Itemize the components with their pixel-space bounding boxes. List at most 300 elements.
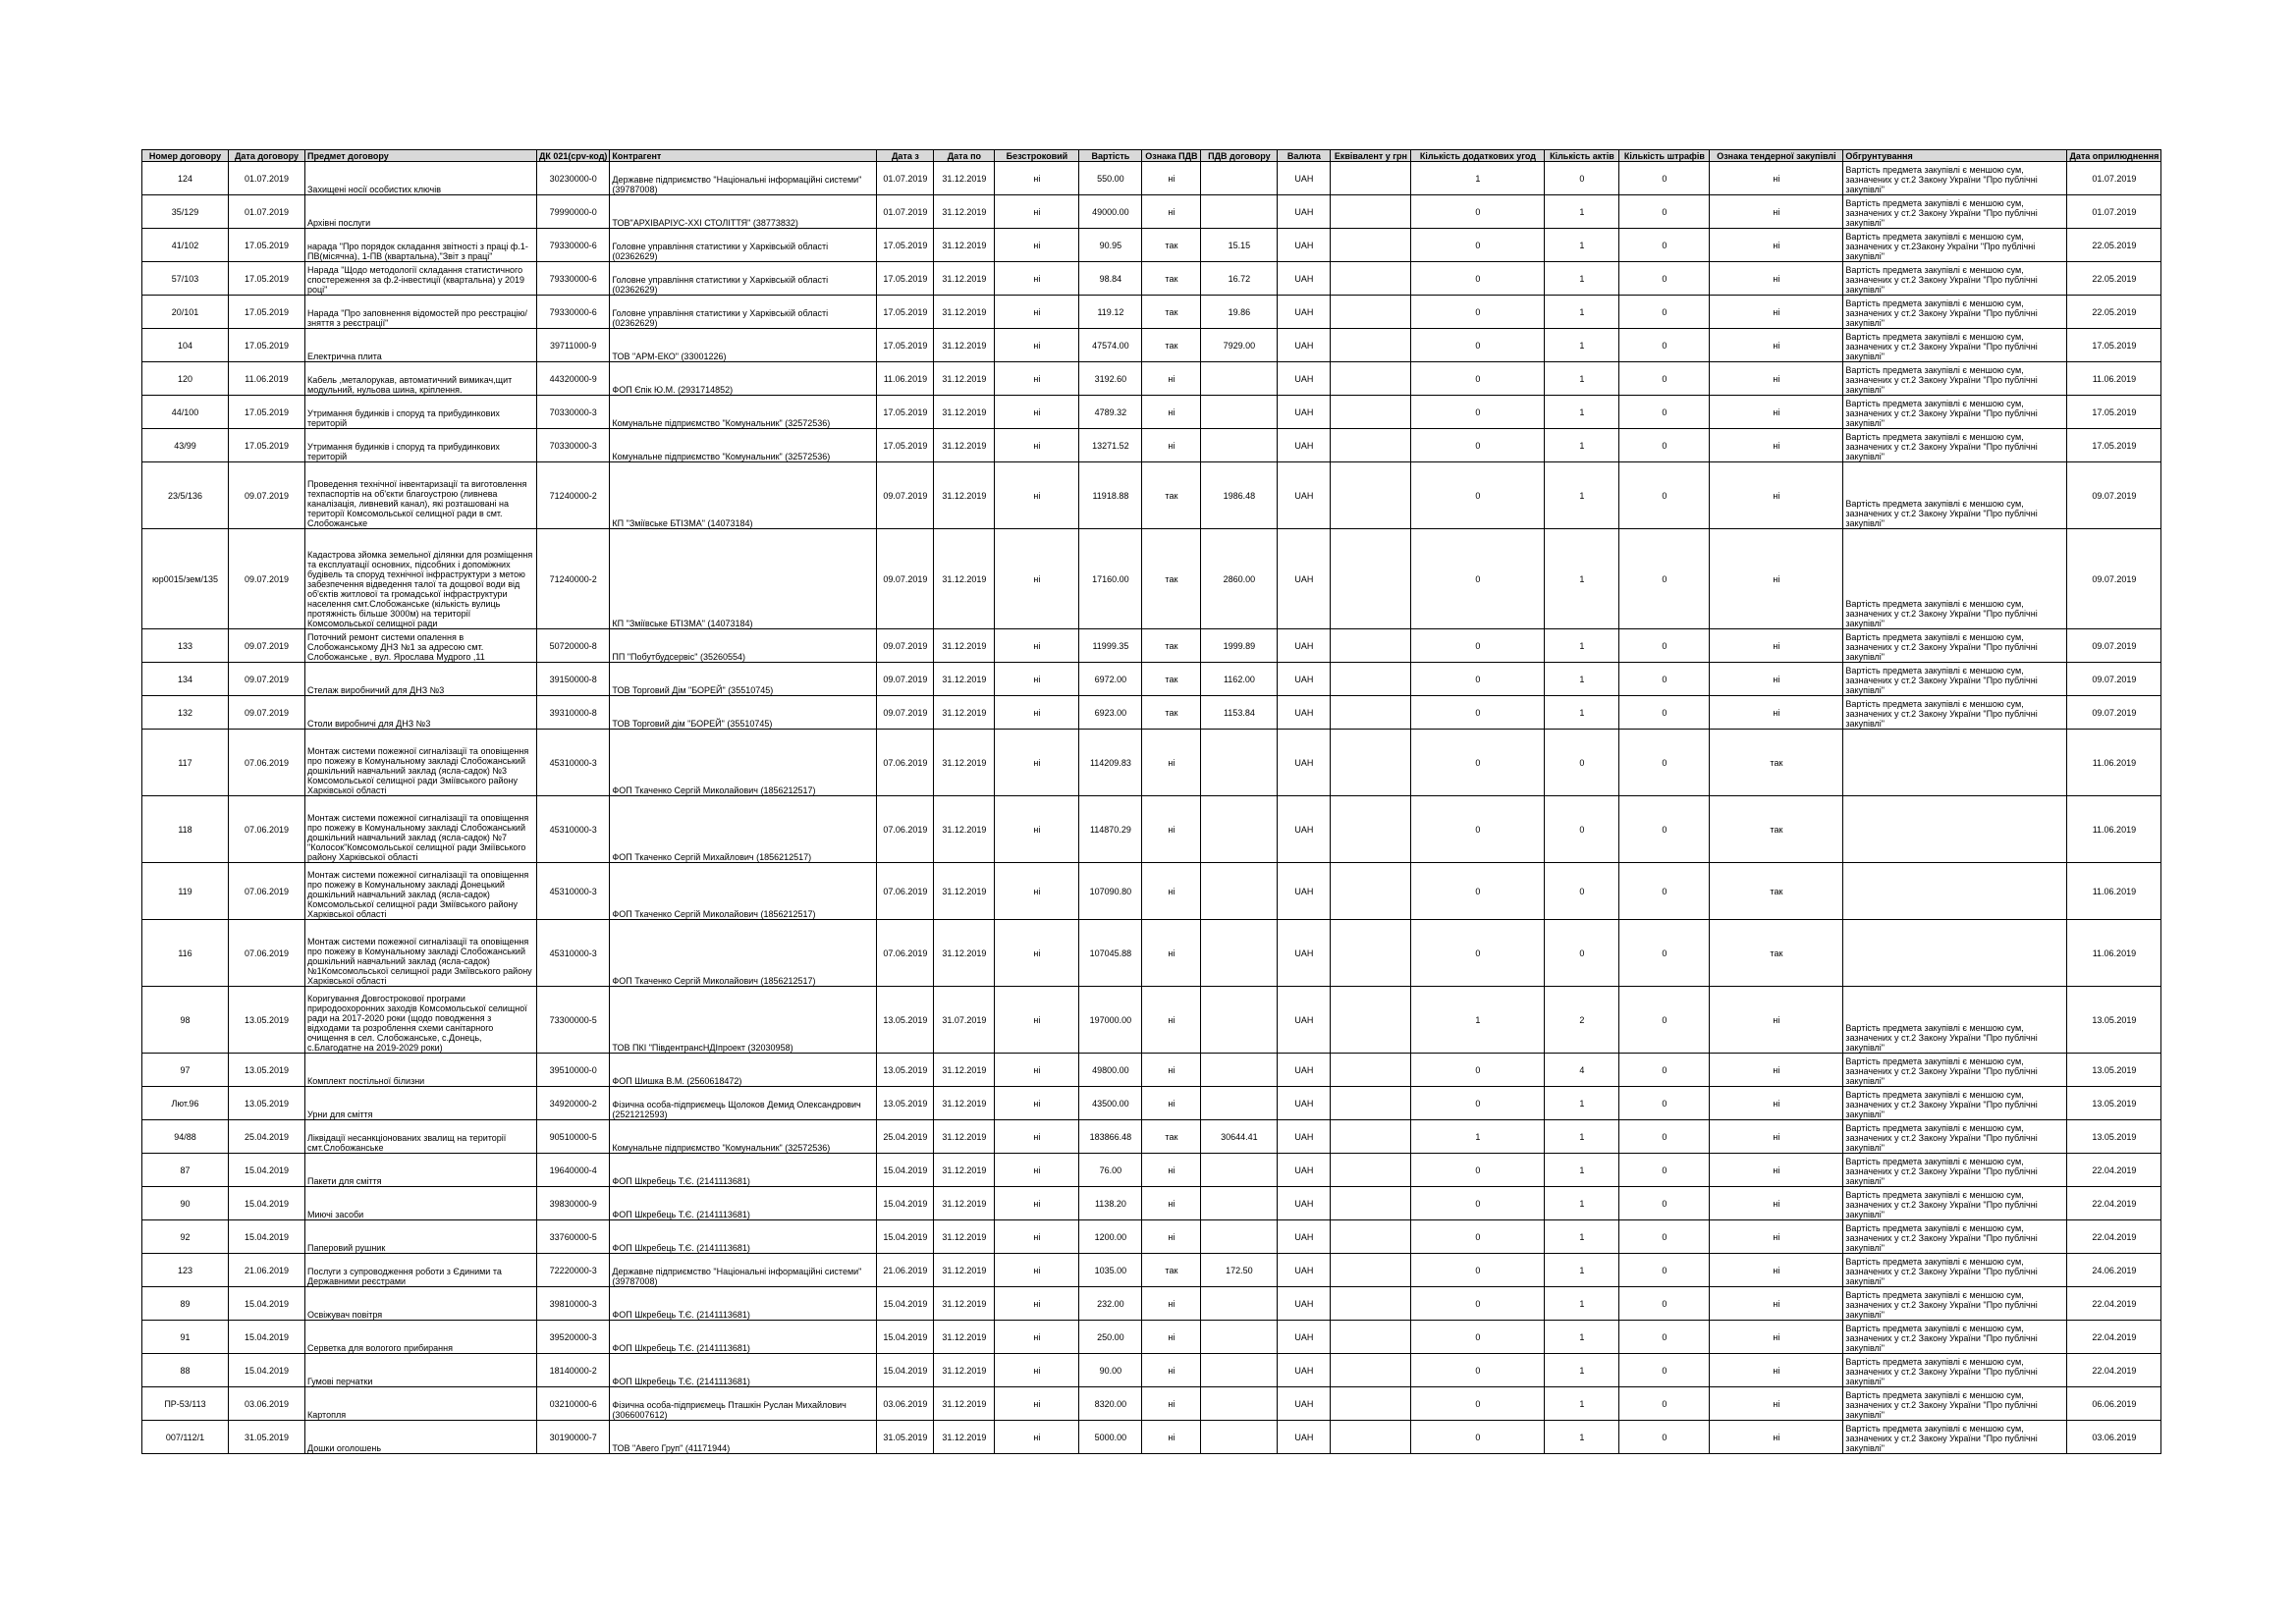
cell-dk021-code: 34920000-2 xyxy=(537,1087,610,1120)
cell-vat-amount: 7929.00 xyxy=(1201,329,1278,362)
cell-vat-flag: ні xyxy=(1142,863,1201,920)
cell-contract-subject: Послуги з супроводження роботи з Єдиними та Державними реєстрами xyxy=(305,1254,537,1287)
cell-currency: UAH xyxy=(1278,987,1331,1054)
cell-tender-flag: ні xyxy=(1710,1254,1843,1287)
cell-justification: Вартість предмета закупівлі є меншою сум, зазначених у ст.2 Закону України "Про публічні закупівлі" xyxy=(1843,1120,2067,1154)
cell-dk021-code: 45310000-3 xyxy=(537,920,610,987)
cell-date-to: 31.12.2019 xyxy=(934,229,995,262)
cell-indefinite: ні xyxy=(995,195,1079,229)
cell-vat-amount xyxy=(1201,1154,1278,1187)
cell-tender-flag: так xyxy=(1710,920,1843,987)
cell-contract-number: 97 xyxy=(142,1054,229,1087)
cell-contract-date: 07.06.2019 xyxy=(229,730,305,796)
cell-date-to: 31.12.2019 xyxy=(934,1087,995,1120)
cell-tender-flag: ні xyxy=(1710,1154,1843,1187)
cell-counterparty: Фізична особа-підприємець Щолоков Демид Олександрович (2521212593) xyxy=(610,1087,877,1120)
cell-justification: Вартість предмета закупівлі є меншою сум, зазначених у ст.2 Закону України "Про публічні закупівлі" xyxy=(1843,1287,2067,1321)
cell-date-to: 31.12.2019 xyxy=(934,396,995,429)
cell-fines-count: 0 xyxy=(1619,362,1710,396)
cell-acts-count: 1 xyxy=(1545,1321,1619,1354)
table-row xyxy=(142,1421,2161,1454)
cell-justification: Вартість предмета закупівлі є меншою сум, зазначених у ст.2 Закону України "Про публічні закупівлі" xyxy=(1843,462,2067,529)
cell-additional-agreements: 0 xyxy=(1411,262,1545,296)
cell-indefinite: ні xyxy=(995,730,1079,796)
cell-contract-date: 15.04.2019 xyxy=(229,1154,305,1187)
cell-justification: Вартість предмета закупівлі є меншою сум, зазначених у ст.2 Закону України "Про публічні закупівлі" xyxy=(1843,1087,2067,1120)
cell-uah-equivalent xyxy=(1331,1120,1411,1154)
cell-counterparty: Комунальне підприємство "Комунальник" (32572536) xyxy=(610,429,877,462)
cell-justification: Вартість предмета закупівлі є меншою сум, зазначених у ст.2 Закону України "Про публічні закупівлі" xyxy=(1843,1321,2067,1354)
cell-vat-flag: ні xyxy=(1142,429,1201,462)
table-row xyxy=(142,529,2161,629)
cell-date-to: 31.12.2019 xyxy=(934,1354,995,1387)
cell-dk021-code: 50720000-8 xyxy=(537,629,610,663)
cell-dk021-code: 30230000-0 xyxy=(537,162,610,195)
cell-currency: UAH xyxy=(1278,329,1331,362)
cell-dk021-code: 79330000-6 xyxy=(537,296,610,329)
cell-date-to: 31.12.2019 xyxy=(934,462,995,529)
cell-dk021-code: 45310000-3 xyxy=(537,863,610,920)
cell-indefinite: ні xyxy=(995,262,1079,296)
cell-fines-count: 0 xyxy=(1619,1354,1710,1387)
cell-fines-count: 0 xyxy=(1619,195,1710,229)
cell-currency: UAH xyxy=(1278,1087,1331,1120)
cell-date-to: 31.12.2019 xyxy=(934,1287,995,1321)
cell-indefinite: ні xyxy=(995,162,1079,195)
cell-date-to: 31.12.2019 xyxy=(934,1187,995,1220)
cell-amount: 119.12 xyxy=(1079,296,1142,329)
cell-vat-flag: ні xyxy=(1142,796,1201,863)
cell-acts-count: 1 xyxy=(1545,1187,1619,1220)
cell-publication-date: 22.05.2019 xyxy=(2067,262,2161,296)
cell-fines-count: 0 xyxy=(1619,796,1710,863)
cell-fines-count: 0 xyxy=(1619,396,1710,429)
cell-currency: UAH xyxy=(1278,1154,1331,1187)
cell-vat-amount xyxy=(1201,1421,1278,1454)
cell-date-from: 03.06.2019 xyxy=(877,1387,934,1421)
table-row xyxy=(142,262,2161,296)
cell-indefinite: ні xyxy=(995,1120,1079,1154)
cell-indefinite: ні xyxy=(995,362,1079,396)
cell-amount: 17160.00 xyxy=(1079,529,1142,629)
cell-date-to: 31.12.2019 xyxy=(934,162,995,195)
cell-contract-subject: Поточний ремонт системи опалення в Слобожанському ДНЗ №1 за адресою смт. Слобожанське , вул. Ярослава Мудрого ,11 xyxy=(305,629,537,663)
cell-acts-count: 0 xyxy=(1545,796,1619,863)
cell-fines-count: 0 xyxy=(1619,1120,1710,1154)
cell-vat-flag: ні xyxy=(1142,1287,1201,1321)
cell-counterparty: КП "Зміївське БТІЗМА" (14073184) xyxy=(610,462,877,529)
cell-tender-flag: ні xyxy=(1710,429,1843,462)
cell-publication-date: 01.07.2019 xyxy=(2067,195,2161,229)
cell-vat-amount: 30644.41 xyxy=(1201,1120,1278,1154)
cell-justification: Вартість предмета закупівлі є меншою сум, зазначених у ст.2 Закону України "Про публічні закупівлі" xyxy=(1843,696,2067,730)
table-row xyxy=(142,987,2161,1054)
cell-dk021-code: 79990000-0 xyxy=(537,195,610,229)
cell-amount: 11999.35 xyxy=(1079,629,1142,663)
cell-justification xyxy=(1843,863,2067,920)
cell-publication-date: 22.05.2019 xyxy=(2067,229,2161,262)
cell-additional-agreements: 0 xyxy=(1411,1287,1545,1321)
cell-tender-flag: ні xyxy=(1710,229,1843,262)
cell-justification: Вартість предмета закупівлі є меншою сум, зазначених у ст.2 Закону України "Про публічні закупівлі" xyxy=(1843,629,2067,663)
cell-additional-agreements: 0 xyxy=(1411,920,1545,987)
cell-counterparty: Комунальне підприємство "Комунальник" (32572536) xyxy=(610,1120,877,1154)
cell-acts-count: 1 xyxy=(1545,462,1619,529)
cell-uah-equivalent xyxy=(1331,696,1411,730)
cell-dk021-code: 45310000-3 xyxy=(537,730,610,796)
cell-counterparty: Державне підприємство "Національні інформаційні системи" (39787008) xyxy=(610,162,877,195)
cell-amount: 1200.00 xyxy=(1079,1220,1142,1254)
cell-justification: Вартість предмета закупівлі є меншою сум, зазначених у ст.2 Закону України "Про публічні закупівлі" xyxy=(1843,1187,2067,1220)
cell-publication-date: 22.04.2019 xyxy=(2067,1187,2161,1220)
cell-vat-flag: ні xyxy=(1142,1220,1201,1254)
cell-vat-amount xyxy=(1201,162,1278,195)
cell-tender-flag: ні xyxy=(1710,1087,1843,1120)
cell-publication-date: 13.05.2019 xyxy=(2067,987,2161,1054)
cell-dk021-code: 79330000-6 xyxy=(537,229,610,262)
cell-indefinite: ні xyxy=(995,229,1079,262)
cell-vat-amount: 16.72 xyxy=(1201,262,1278,296)
cell-contract-number: 57/103 xyxy=(142,262,229,296)
cell-counterparty: ФОП Шкребець Т.Є. (2141113681) xyxy=(610,1287,877,1321)
cell-vat-amount xyxy=(1201,1054,1278,1087)
cell-date-from: 13.05.2019 xyxy=(877,1087,934,1120)
cell-uah-equivalent xyxy=(1331,1287,1411,1321)
cell-amount: 43500.00 xyxy=(1079,1087,1142,1120)
cell-date-from: 09.07.2019 xyxy=(877,462,934,529)
cell-date-from: 13.05.2019 xyxy=(877,987,934,1054)
cell-dk021-code: 33760000-5 xyxy=(537,1220,610,1254)
cell-contract-date: 15.04.2019 xyxy=(229,1187,305,1220)
cell-vat-flag: так xyxy=(1142,629,1201,663)
cell-justification: Вартість предмета закупівлі є меншою сум, зазначених у ст.2 Закону України "Про публічні закупівлі" xyxy=(1843,396,2067,429)
cell-contract-date: 17.05.2019 xyxy=(229,429,305,462)
table-row xyxy=(142,429,2161,462)
cell-contract-number: 117 xyxy=(142,730,229,796)
cell-justification xyxy=(1843,920,2067,987)
cell-contract-number: 123 xyxy=(142,1254,229,1287)
cell-amount: 107090.80 xyxy=(1079,863,1142,920)
cell-additional-agreements: 0 xyxy=(1411,1387,1545,1421)
cell-vat-amount: 15.15 xyxy=(1201,229,1278,262)
cell-currency: UAH xyxy=(1278,429,1331,462)
cell-contract-number: 116 xyxy=(142,920,229,987)
cell-date-to: 31.12.2019 xyxy=(934,1120,995,1154)
cell-date-to: 31.12.2019 xyxy=(934,296,995,329)
cell-uah-equivalent xyxy=(1331,1254,1411,1287)
table-row xyxy=(142,195,2161,229)
cell-contract-subject: Кабель ,металорукав, автоматичний вимикач,щит модульний, нульова шина, кріплення. xyxy=(305,362,537,396)
cell-date-from: 15.04.2019 xyxy=(877,1354,934,1387)
cell-indefinite: ні xyxy=(995,296,1079,329)
cell-vat-flag: так xyxy=(1142,329,1201,362)
column-header-amount: Вартість xyxy=(1079,150,1142,162)
cell-dk021-code: 30190000-7 xyxy=(537,1421,610,1454)
cell-vat-amount xyxy=(1201,429,1278,462)
cell-additional-agreements: 0 xyxy=(1411,629,1545,663)
cell-amount: 4789.32 xyxy=(1079,396,1142,429)
cell-acts-count: 1 xyxy=(1545,1387,1619,1421)
cell-vat-flag: ні xyxy=(1142,1187,1201,1220)
cell-acts-count: 1 xyxy=(1545,1254,1619,1287)
cell-currency: UAH xyxy=(1278,529,1331,629)
cell-indefinite: ні xyxy=(995,1354,1079,1387)
cell-vat-amount xyxy=(1201,796,1278,863)
table-row xyxy=(142,362,2161,396)
cell-vat-flag: так xyxy=(1142,462,1201,529)
cell-currency: UAH xyxy=(1278,730,1331,796)
cell-additional-agreements: 0 xyxy=(1411,195,1545,229)
cell-additional-agreements: 0 xyxy=(1411,1087,1545,1120)
table-row xyxy=(142,696,2161,730)
cell-acts-count: 1 xyxy=(1545,362,1619,396)
cell-justification: Вартість предмета закупівлі є меншою сум, зазначених у ст.2 Закону України "Про публічні закупівлі" xyxy=(1843,987,2067,1054)
cell-contract-date: 17.05.2019 xyxy=(229,262,305,296)
cell-currency: UAH xyxy=(1278,362,1331,396)
cell-vat-amount xyxy=(1201,1287,1278,1321)
cell-contract-subject: Гумові перчатки xyxy=(305,1354,537,1387)
cell-vat-flag: ні xyxy=(1142,1087,1201,1120)
cell-counterparty: Головне управління статистики у Харківській області (02362629) xyxy=(610,229,877,262)
cell-date-from: 25.04.2019 xyxy=(877,1120,934,1154)
cell-uah-equivalent xyxy=(1331,796,1411,863)
cell-indefinite: ні xyxy=(995,1387,1079,1421)
cell-additional-agreements: 1 xyxy=(1411,162,1545,195)
cell-date-to: 31.12.2019 xyxy=(934,1154,995,1187)
cell-date-from: 15.04.2019 xyxy=(877,1220,934,1254)
cell-tender-flag: ні xyxy=(1710,629,1843,663)
cell-date-to: 31.12.2019 xyxy=(934,629,995,663)
cell-contract-subject: Утримання будинків і споруд та прибудинкових територій xyxy=(305,396,537,429)
cell-contract-number: 91 xyxy=(142,1321,229,1354)
cell-publication-date: 11.06.2019 xyxy=(2067,863,2161,920)
cell-acts-count: 1 xyxy=(1545,195,1619,229)
cell-tender-flag: ні xyxy=(1710,329,1843,362)
cell-indefinite: ні xyxy=(995,1054,1079,1087)
cell-tender-flag: ні xyxy=(1710,663,1843,696)
cell-acts-count: 1 xyxy=(1545,1120,1619,1154)
cell-additional-agreements: 0 xyxy=(1411,329,1545,362)
cell-date-from: 17.05.2019 xyxy=(877,296,934,329)
cell-vat-amount xyxy=(1201,920,1278,987)
cell-additional-agreements: 0 xyxy=(1411,529,1545,629)
cell-vat-amount xyxy=(1201,1387,1278,1421)
cell-acts-count: 1 xyxy=(1545,229,1619,262)
cell-publication-date: 06.06.2019 xyxy=(2067,1387,2161,1421)
cell-amount: 47574.00 xyxy=(1079,329,1142,362)
table-row xyxy=(142,229,2161,262)
cell-date-to: 31.12.2019 xyxy=(934,1220,995,1254)
cell-date-from: 13.05.2019 xyxy=(877,1054,934,1087)
cell-contract-date: 13.05.2019 xyxy=(229,987,305,1054)
table-row xyxy=(142,296,2161,329)
cell-uah-equivalent xyxy=(1331,629,1411,663)
cell-justification: Вартість предмета закупівлі є меншою сум, зазначених у ст.2 Закону України "Про публічні закупівлі" xyxy=(1843,529,2067,629)
cell-tender-flag: ні xyxy=(1710,987,1843,1054)
cell-amount: 232.00 xyxy=(1079,1287,1142,1321)
cell-fines-count: 0 xyxy=(1619,696,1710,730)
table-row xyxy=(142,796,2161,863)
cell-publication-date: 22.04.2019 xyxy=(2067,1287,2161,1321)
cell-fines-count: 0 xyxy=(1619,329,1710,362)
cell-contract-number: 89 xyxy=(142,1287,229,1321)
cell-date-from: 17.05.2019 xyxy=(877,396,934,429)
cell-contract-subject: Картопля xyxy=(305,1387,537,1421)
cell-date-to: 31.12.2019 xyxy=(934,1387,995,1421)
cell-vat-flag: ні xyxy=(1142,1154,1201,1187)
cell-contract-subject: Кадастрова зйомка земельної ділянки для розміщення та експлуатації основних, підсобних і допоміжних будівель та споруд технічної інфраструктури з метою забезпечення відведення талої та дощової води від об'єктів житлової та громадської інфраструктури населення смт.Слобожанське (кількість вулиць протяжність більше 3000м) на території Комсомольської селищної ради xyxy=(305,529,537,629)
cell-uah-equivalent xyxy=(1331,429,1411,462)
cell-tender-flag: ні xyxy=(1710,696,1843,730)
cell-counterparty: Головне управління статистики у Харківській області (02362629) xyxy=(610,262,877,296)
cell-date-from: 15.04.2019 xyxy=(877,1321,934,1354)
cell-amount: 1035.00 xyxy=(1079,1254,1142,1287)
cell-date-to: 31.12.2019 xyxy=(934,262,995,296)
contracts-table xyxy=(141,149,2161,1454)
column-header-additional-agreements: Кількість додаткових угод xyxy=(1411,150,1545,162)
table-row xyxy=(142,730,2161,796)
cell-additional-agreements: 0 xyxy=(1411,1421,1545,1454)
cell-additional-agreements: 0 xyxy=(1411,696,1545,730)
cell-vat-amount xyxy=(1201,1321,1278,1354)
cell-amount: 1138.20 xyxy=(1079,1187,1142,1220)
cell-counterparty: ПП "Побутбудсервіс" (35260554) xyxy=(610,629,877,663)
cell-acts-count: 0 xyxy=(1545,162,1619,195)
cell-indefinite: ні xyxy=(995,920,1079,987)
cell-date-from: 15.04.2019 xyxy=(877,1187,934,1220)
table-row xyxy=(142,1054,2161,1087)
cell-date-from: 21.06.2019 xyxy=(877,1254,934,1287)
cell-currency: UAH xyxy=(1278,1421,1331,1454)
cell-fines-count: 0 xyxy=(1619,920,1710,987)
cell-contract-number: 98 xyxy=(142,987,229,1054)
cell-vat-flag: так xyxy=(1142,296,1201,329)
cell-contract-number: 90 xyxy=(142,1187,229,1220)
cell-counterparty: ТОВ Торговий дім "БОРЕЙ" (35510745) xyxy=(610,696,877,730)
cell-counterparty: ФОП Шкребець Т.Є. (2141113681) xyxy=(610,1154,877,1187)
cell-dk021-code: 18140000-2 xyxy=(537,1354,610,1387)
cell-counterparty: ТОВ Торговий Дім "БОРЕЙ" (35510745) xyxy=(610,663,877,696)
cell-counterparty: ТОВ ПКІ "ПівдентрансНДІпроект (32030958) xyxy=(610,987,877,1054)
cell-acts-count: 1 xyxy=(1545,429,1619,462)
cell-amount: 13271.52 xyxy=(1079,429,1142,462)
cell-fines-count: 0 xyxy=(1619,1287,1710,1321)
cell-uah-equivalent xyxy=(1331,863,1411,920)
cell-publication-date: 17.05.2019 xyxy=(2067,329,2161,362)
cell-justification: Вартість предмета закупівлі є меншою сум, зазначених у ст.2 Закону України "Про публічні закупівлі" xyxy=(1843,1220,2067,1254)
cell-contract-date: 15.04.2019 xyxy=(229,1321,305,1354)
cell-counterparty: ФОП Шишка В.М. (2560618472) xyxy=(610,1054,877,1087)
cell-contract-date: 13.05.2019 xyxy=(229,1087,305,1120)
cell-justification: Вартість предмета закупівлі є меншою сум, зазначених у ст.2 Закону України "Про публічні закупівлі" xyxy=(1843,1254,2067,1287)
cell-fines-count: 0 xyxy=(1619,1054,1710,1087)
cell-dk021-code: 19640000-4 xyxy=(537,1154,610,1187)
cell-currency: UAH xyxy=(1278,1054,1331,1087)
cell-dk021-code: 71240000-2 xyxy=(537,529,610,629)
cell-vat-amount xyxy=(1201,195,1278,229)
cell-counterparty: ФОП Шкребець Т.Є. (2141113681) xyxy=(610,1354,877,1387)
cell-fines-count: 0 xyxy=(1619,1321,1710,1354)
cell-justification xyxy=(1843,796,2067,863)
cell-vat-flag: ні xyxy=(1142,1054,1201,1087)
cell-vat-flag: ні xyxy=(1142,920,1201,987)
table-row xyxy=(142,1387,2161,1421)
cell-fines-count: 0 xyxy=(1619,429,1710,462)
cell-uah-equivalent xyxy=(1331,162,1411,195)
cell-fines-count: 0 xyxy=(1619,987,1710,1054)
cell-additional-agreements: 0 xyxy=(1411,730,1545,796)
cell-uah-equivalent xyxy=(1331,663,1411,696)
cell-additional-agreements: 0 xyxy=(1411,396,1545,429)
cell-vat-amount xyxy=(1201,730,1278,796)
cell-date-to: 31.12.2019 xyxy=(934,329,995,362)
cell-date-to: 31.12.2019 xyxy=(934,1254,995,1287)
cell-contract-subject: Захищені носії особистих ключів xyxy=(305,162,537,195)
cell-contract-date: 17.05.2019 xyxy=(229,396,305,429)
cell-uah-equivalent xyxy=(1331,396,1411,429)
cell-date-from: 01.07.2019 xyxy=(877,195,934,229)
cell-additional-agreements: 0 xyxy=(1411,663,1545,696)
cell-counterparty: Комунальне підприємство "Комунальник" (32572536) xyxy=(610,396,877,429)
cell-currency: UAH xyxy=(1278,396,1331,429)
cell-contract-date: 11.06.2019 xyxy=(229,362,305,396)
cell-currency: UAH xyxy=(1278,1254,1331,1287)
cell-vat-flag: ні xyxy=(1142,730,1201,796)
cell-contract-date: 25.04.2019 xyxy=(229,1120,305,1154)
cell-date-to: 31.12.2019 xyxy=(934,730,995,796)
cell-counterparty: ФОП Ткаченко Сергій Миколайович (1856212517) xyxy=(610,730,877,796)
table-row xyxy=(142,1120,2161,1154)
column-header-counterparty: Контрагент xyxy=(610,150,877,162)
cell-counterparty: Фізична особа-підприємець Пташкін Руслан Михайлович (3066007612) xyxy=(610,1387,877,1421)
column-header-indefinite: Безстроковий xyxy=(995,150,1079,162)
column-header-acts-count: Кількість актів xyxy=(1545,150,1619,162)
cell-amount: 197000.00 xyxy=(1079,987,1142,1054)
cell-acts-count: 1 xyxy=(1545,1354,1619,1387)
cell-amount: 107045.88 xyxy=(1079,920,1142,987)
cell-contract-date: 07.06.2019 xyxy=(229,863,305,920)
cell-acts-count: 1 xyxy=(1545,262,1619,296)
cell-uah-equivalent xyxy=(1331,1054,1411,1087)
cell-indefinite: ні xyxy=(995,863,1079,920)
cell-counterparty: ФОП Шкребець Т.Є. (2141113681) xyxy=(610,1321,877,1354)
cell-currency: UAH xyxy=(1278,696,1331,730)
table-row xyxy=(142,1254,2161,1287)
cell-acts-count: 1 xyxy=(1545,396,1619,429)
cell-fines-count: 0 xyxy=(1619,262,1710,296)
table-row xyxy=(142,1187,2161,1220)
cell-contract-number: 94/88 xyxy=(142,1120,229,1154)
cell-acts-count: 0 xyxy=(1545,730,1619,796)
cell-contract-subject: Комплект постільної білизни xyxy=(305,1054,537,1087)
cell-indefinite: ні xyxy=(995,696,1079,730)
cell-vat-amount xyxy=(1201,1087,1278,1120)
cell-publication-date: 09.07.2019 xyxy=(2067,529,2161,629)
cell-vat-flag: так xyxy=(1142,1120,1201,1154)
cell-contract-subject: Проведення технічної інвентаризації та виготовлення техпаспортів на об'єкти благоустрою (ливнева каналізація, ливневий канал), які розташовані на території Комсомольської селищної ради в смт. Слобожанське xyxy=(305,462,537,529)
table-row xyxy=(142,1154,2161,1187)
cell-contract-date: 17.05.2019 xyxy=(229,329,305,362)
cell-additional-agreements: 0 xyxy=(1411,1187,1545,1220)
cell-amount: 183866.48 xyxy=(1079,1120,1142,1154)
cell-justification: Вартість предмета закупівлі є меншою сум, зазначених у ст.2 Закону України "Про публічні закупівлі" xyxy=(1843,1354,2067,1387)
cell-date-from: 17.05.2019 xyxy=(877,262,934,296)
cell-contract-subject: Утримання будинків і споруд та прибудинкових територій xyxy=(305,429,537,462)
cell-indefinite: ні xyxy=(995,796,1079,863)
cell-vat-flag: ні xyxy=(1142,1387,1201,1421)
cell-vat-amount: 1162.00 xyxy=(1201,663,1278,696)
cell-amount: 250.00 xyxy=(1079,1321,1142,1354)
